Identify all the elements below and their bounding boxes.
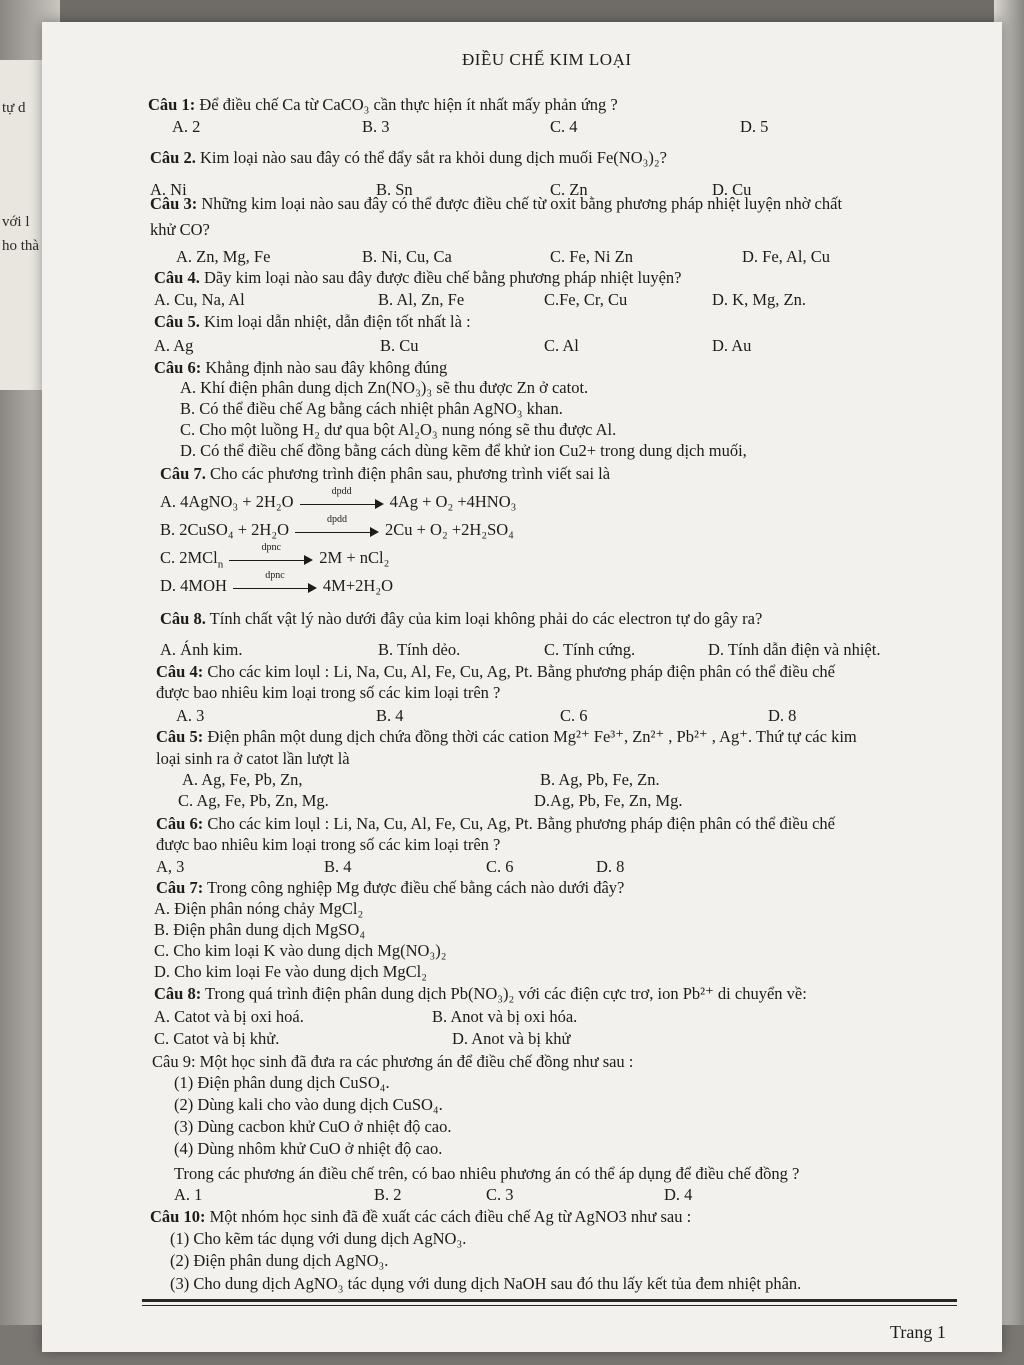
text-line xyxy=(154,899,363,919)
question-body: C. Cho một luồng H₂ dư qua bột Al₂O₃ nung nóng sẽ thu được Al. xyxy=(180,420,617,439)
background-text: tự d xyxy=(2,100,26,116)
question-text xyxy=(150,1207,691,1227)
question-number: Câu 5. xyxy=(154,312,200,331)
question-number: Câu 7. xyxy=(160,464,206,483)
answer-option: C. Ag, Fe, Pb, Zn, Mg. xyxy=(178,791,329,810)
question-text xyxy=(154,312,471,332)
question-number: Câu 6: xyxy=(156,814,204,833)
answer-option: C. Al xyxy=(544,336,579,355)
question-body: A. Khí điện phân dung dịch Zn(NO₃)₃ sẽ thu được Zn ở catot. xyxy=(180,378,589,397)
question-body: Tính chất vật lý nào dưới đây của kim loại không phải do các electron tự do gây ra? xyxy=(205,609,763,628)
text-line xyxy=(170,1251,388,1271)
question-body: (2) Điện phân dung dịch AgNO₃. xyxy=(170,1251,389,1270)
reaction-arrow xyxy=(300,486,384,510)
question-body: Câu 9: Một học sinh đã đưa ra các phương án để điều chế đồng như sau : xyxy=(152,1052,634,1071)
question-text xyxy=(150,194,842,214)
question-body: Khẳng định nào sau đây không đúng xyxy=(201,358,448,377)
answer-option: D. 5 xyxy=(740,117,769,136)
answer-option: C. Zn xyxy=(550,180,588,199)
question-body: B. Có thể điều chế Ag bằng cách nhiệt phân AgNO₃ khan. xyxy=(180,399,563,418)
text-line xyxy=(170,1229,466,1249)
answer-option: A. 1 xyxy=(174,1185,203,1204)
question-body: (4) Dùng nhôm khử CuO ở nhiệt độ cao. xyxy=(174,1139,443,1158)
equation-subscript: n xyxy=(217,558,224,571)
text-line xyxy=(180,399,563,419)
question-number: Câu 4. xyxy=(154,268,200,287)
answer-option: A. Zn, Mg, Fe xyxy=(176,247,271,266)
question-text xyxy=(154,358,447,378)
answer-option: D. Au xyxy=(712,336,752,355)
question-text xyxy=(160,609,762,629)
answer-option: A. Catot và bị oxi hoá. xyxy=(154,1007,304,1026)
answer-option: B. 4 xyxy=(324,857,352,876)
question-text xyxy=(154,984,807,1004)
question-body: C. Cho kim loại K vào dung dịch Mg(NO₃)₂ xyxy=(154,941,447,960)
question-number: Câu 10: xyxy=(150,1207,206,1226)
text-line xyxy=(174,1164,799,1184)
question-body: Những kim loại nào sau đây có thể được điều chế từ oxit bằng phương pháp nhiệt luyện nhờ chất xyxy=(197,194,843,213)
answer-option: D. Cu xyxy=(712,180,752,199)
text-line xyxy=(170,1274,801,1294)
answer-option: B. Cu xyxy=(380,336,419,355)
question-body: được bao nhiêu kim loại trong số các kim loại trên ? xyxy=(156,683,501,702)
text-line xyxy=(150,220,210,240)
answer-option: B. 2 xyxy=(374,1185,402,1204)
background-text: ho thà xyxy=(2,238,40,254)
question-body: (1) Điện phân dung dịch CuSO₄. xyxy=(174,1073,390,1092)
page-title: ĐIỀU CHẾ KIM LOẠI xyxy=(462,50,632,69)
question-text xyxy=(156,878,624,898)
question-body: D. Có thể điều chế đồng bằng cách dùng kẽm để khử ion Cu2+ trong dung dịch muối, xyxy=(180,441,747,460)
answer-option: D. 8 xyxy=(596,857,625,876)
answer-option: A. 2 xyxy=(172,117,201,136)
question-body: Trong công nghiệp Mg được điều chế bằng cách nào dưới đây? xyxy=(203,878,625,897)
answer-option: C. Tính cứng. xyxy=(544,640,636,659)
question-text xyxy=(148,95,618,115)
question-body: Một nhóm học sinh đã đề xuất các cách điều chế Ag từ AgNO3 như sau : xyxy=(205,1207,692,1226)
answer-option: A. Ánh kim. xyxy=(160,640,243,659)
answer-option: B. Sn xyxy=(376,180,413,199)
text-line xyxy=(174,1095,443,1115)
text-line xyxy=(156,749,350,769)
reaction-condition: dpnc xyxy=(265,570,285,582)
equation-reactants: A. 4AgNO₃ + 2H₂O xyxy=(160,492,294,511)
question-body: (1) Cho kẽm tác dụng với dung dịch AgNO₃. xyxy=(170,1229,467,1248)
text-line xyxy=(180,420,616,440)
reaction-arrow xyxy=(295,514,379,538)
answer-option: D. 8 xyxy=(768,706,797,725)
question-body: Kim loại nào sau đây có thể đẩy sắt ra khỏi dung dịch muối Fe(NO₃)₂? xyxy=(195,148,667,167)
text-line xyxy=(174,1117,451,1137)
answer-option: A. Cu, Na, Al xyxy=(154,290,245,309)
answer-option: C. 6 xyxy=(486,857,514,876)
answer-option: C. Catot và bị khử. xyxy=(154,1029,280,1048)
reaction-condition: dpdd xyxy=(327,514,347,526)
text-line xyxy=(174,1073,390,1093)
answer-option: A. 3 xyxy=(176,706,205,725)
text-line xyxy=(180,441,747,461)
answer-option: D. Anot và bị khử xyxy=(452,1029,571,1048)
equation-products: 4M+2H₂O xyxy=(322,576,393,595)
question-text xyxy=(150,148,667,168)
question-body: Kim loại dẫn nhiệt, dẫn điện tốt nhất là : xyxy=(199,312,471,331)
text-line xyxy=(156,683,500,703)
question-number: Câu 4: xyxy=(156,662,204,681)
question-body: (3) Cho dung dịch AgNO₃ tác dụng với dung dịch NaOH sau đó thu lấy kết tủa đem nhiệt phân. xyxy=(170,1274,802,1293)
answer-option: D.Ag, Pb, Fe, Zn, Mg. xyxy=(534,791,683,810)
reaction-condition: dpnc xyxy=(261,542,281,554)
answer-option: D. Fe, Al, Cu xyxy=(742,247,831,266)
answer-option: A. Ag, Fe, Pb, Zn, xyxy=(182,770,303,789)
document-page xyxy=(42,22,1002,1352)
question-body: A. Điện phân nóng chảy MgCl₂ xyxy=(154,899,364,918)
equation-line xyxy=(160,570,393,596)
answer-option: C. 6 xyxy=(560,706,588,725)
question-body: Cho các phương trình điện phân sau, phương trình viết sai là xyxy=(205,464,611,483)
question-number: Câu 8. xyxy=(160,609,206,628)
question-text xyxy=(156,662,835,682)
question-body: loại sinh ra ở catot lần lượt là xyxy=(156,749,350,768)
reaction-arrow xyxy=(229,542,313,566)
question-body: được bao nhiêu kim loại trong số các kim loại trên ? xyxy=(156,835,501,854)
answer-option: B. Anot và bị oxi hóa. xyxy=(432,1007,578,1026)
question-body: D. Cho kim loại Fe vào dung dịch MgCl₂ xyxy=(154,962,427,981)
answer-option: B. Ni, Cu, Ca xyxy=(362,247,452,266)
equation-reactants: B. 2CuSO₄ + 2H₂O xyxy=(160,520,289,539)
text-line xyxy=(152,1052,633,1072)
footer-rule xyxy=(142,1299,957,1302)
question-body: Để điều chế Ca từ CaCO₃ cần thực hiện ít nhất mấy phản ứng ? xyxy=(195,95,618,114)
question-text xyxy=(156,727,857,747)
footer-rule-thin xyxy=(142,1305,957,1306)
equation-products: 2M + nCl₂ xyxy=(319,548,390,567)
page-number: Trang 1 xyxy=(890,1322,946,1342)
question-text xyxy=(156,814,835,834)
equation-line xyxy=(160,486,517,512)
equation-line xyxy=(160,514,514,540)
question-number: Câu 7: xyxy=(156,878,204,897)
answer-option: B. Al, Zn, Fe xyxy=(378,290,465,309)
answer-option: B. 3 xyxy=(362,117,390,136)
text-line xyxy=(180,378,588,398)
question-body: khử CO? xyxy=(150,220,210,239)
text-line xyxy=(154,920,365,940)
answer-option: A. Ag xyxy=(154,336,194,355)
answer-option: B. 4 xyxy=(376,706,404,725)
question-number: Câu 3: xyxy=(150,194,198,213)
answer-option: A. Ni xyxy=(150,180,187,199)
text-line xyxy=(156,835,500,855)
question-number: Câu 5: xyxy=(156,727,204,746)
question-text xyxy=(160,464,610,484)
text-line xyxy=(154,962,427,982)
question-number: Câu 2. xyxy=(150,148,196,167)
equation-products: 4Ag + O₂ +4HNO₃ xyxy=(389,492,517,511)
question-body: Dãy kim loại nào sau đây được điều chế bằng phương pháp nhiệt luyện? xyxy=(199,268,682,287)
answer-option: B. Tính dẻo. xyxy=(378,640,461,659)
text-line xyxy=(154,941,446,961)
question-body: (3) Dùng cacbon khử CuO ở nhiệt độ cao. xyxy=(174,1117,452,1136)
reaction-condition: dpdd xyxy=(331,486,352,498)
question-number: Câu 8: xyxy=(154,984,202,1003)
question-number: Câu 6: xyxy=(154,358,202,377)
answer-option: D. Tính dẫn điện và nhiệt. xyxy=(708,640,881,659)
question-body: Cho các kim loụl : Li, Na, Cu, Al, Fe, Cu, Ag, Pt. Bằng phương pháp điện phân có thể điều chế xyxy=(203,814,835,833)
question-text xyxy=(154,268,681,288)
answer-option: A, 3 xyxy=(156,857,185,876)
question-body: B. Điện phân dung dịch MgSO₄ xyxy=(154,920,366,939)
question-body: Cho các kim loụl : Li, Na, Cu, Al, Fe, Cu, Ag, Pt. Bằng phương pháp điện phân có thể điều chế xyxy=(203,662,835,681)
equation-reactants: C. 2MCl xyxy=(160,548,218,567)
equation-products: 2Cu + O₂ +2H₂SO₄ xyxy=(385,520,514,539)
question-body: (2) Dùng kali cho vào dung dịch CuSO₄. xyxy=(174,1095,443,1114)
answer-option: C. 3 xyxy=(486,1185,514,1204)
reaction-arrow xyxy=(233,570,317,594)
question-number: Câu 1: xyxy=(148,95,196,114)
question-body: Điện phân một dung dịch chứa đồng thời các cation Mg²⁺ Fe³⁺, Zn²⁺ , Pb²⁺ , Ag⁺. Thứ tự các kim xyxy=(203,727,857,746)
equation-reactants: D. 4MOH xyxy=(160,576,227,595)
answer-option: C. 4 xyxy=(550,117,578,136)
answer-option: D. K, Mg, Zn. xyxy=(712,290,806,309)
answer-option: C.Fe, Cr, Cu xyxy=(544,290,628,309)
answer-option: D. 4 xyxy=(664,1185,693,1204)
answer-option: B. Ag, Pb, Fe, Zn. xyxy=(540,770,660,789)
question-body: Trong các phương án điều chế trên, có bao nhiêu phương án có thể áp dụng để điều chế đồng ? xyxy=(174,1164,800,1183)
answer-option: C. Fe, Ni Zn xyxy=(550,247,633,266)
text-line xyxy=(174,1139,442,1159)
question-body: Trong quá trình điện phân dung dịch Pb(NO₃)₂ với các điện cực trơ, ion Pb²⁺ di chuyển về: xyxy=(201,984,807,1003)
background-text: với l xyxy=(2,214,30,230)
